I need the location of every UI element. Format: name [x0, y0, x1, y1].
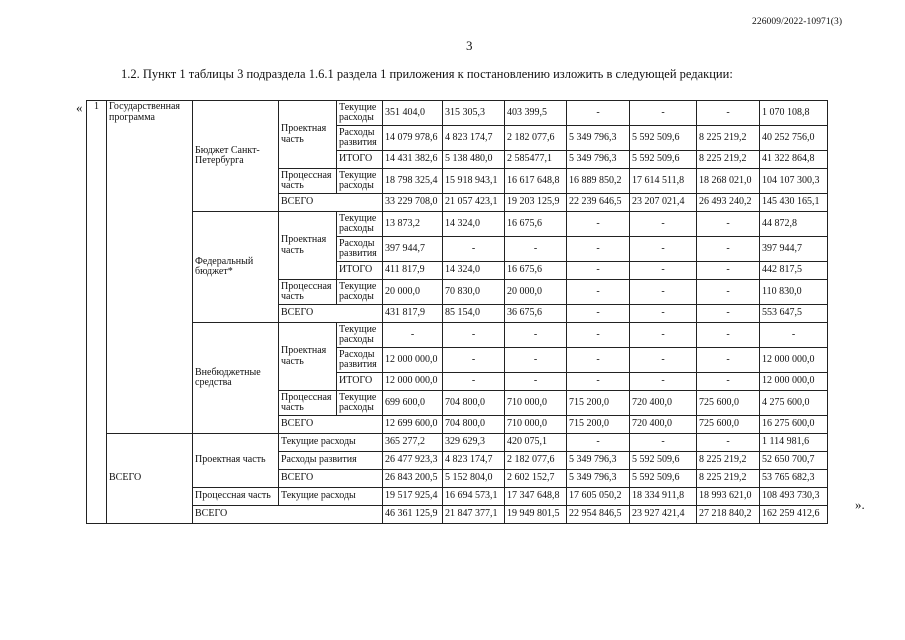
value-cell: 2 585477,1 [505, 151, 567, 169]
value-cell: - [697, 348, 760, 373]
value-cell: - [443, 348, 505, 373]
value-cell: 4 275 600,0 [760, 391, 828, 416]
value-cell: 5 592 509,6 [630, 452, 697, 470]
value-cell: - [630, 280, 697, 305]
value-cell: 23 927 421,4 [630, 506, 697, 524]
value-cell: 26 477 923,3 [383, 452, 443, 470]
value-cell: - [567, 305, 630, 323]
kind-label: ИТОГО [337, 151, 383, 169]
kind-label: Расходы развития [279, 452, 383, 470]
value-cell: 19 203 125,9 [505, 194, 567, 212]
kind-label: Текущие расходы [337, 391, 383, 416]
value-cell: 110 830,0 [760, 280, 828, 305]
value-cell: 704 800,0 [443, 391, 505, 416]
value-cell: 41 322 864,8 [760, 151, 828, 169]
kind-label: Расходы развития [337, 126, 383, 151]
value-cell: - [630, 323, 697, 348]
value-cell: 431 817,9 [383, 305, 443, 323]
value-cell: 18 798 325,4 [383, 169, 443, 194]
value-cell: - [697, 212, 760, 237]
value-cell: - [505, 323, 567, 348]
value-cell: - [505, 237, 567, 262]
value-cell: - [567, 262, 630, 280]
part-label: Проектная часть [279, 212, 337, 280]
value-cell: 12 000 000,0 [383, 348, 443, 373]
table-row [87, 434, 828, 452]
funding-table [86, 100, 828, 524]
value-cell: 21 057 423,1 [443, 194, 505, 212]
value-cell: 397 944,7 [760, 237, 828, 262]
value-cell: - [567, 323, 630, 348]
value-cell: 16 617 648,8 [505, 169, 567, 194]
value-cell: 420 075,1 [505, 434, 567, 452]
row-number-cell: 1 [87, 101, 107, 524]
value-cell: - [443, 323, 505, 348]
value-cell: - [505, 348, 567, 373]
value-cell: 8 225 219,2 [697, 126, 760, 151]
value-cell: 5 592 509,6 [630, 126, 697, 151]
value-cell: 40 252 756,0 [760, 126, 828, 151]
value-cell: 5 349 796,3 [567, 151, 630, 169]
part-label: Проектная часть [193, 434, 279, 488]
source-label: Внебюджетные средства [193, 323, 279, 434]
total-label: ВСЕГО [279, 305, 383, 323]
value-cell: 20 000,0 [383, 280, 443, 305]
part-label: Проектная часть [279, 323, 337, 391]
value-cell: - [630, 237, 697, 262]
value-cell: - [697, 323, 760, 348]
value-cell: 5 349 796,3 [567, 452, 630, 470]
value-cell: - [630, 262, 697, 280]
table-row [87, 506, 828, 524]
table-row [87, 323, 828, 348]
part-label: Процессная часть [279, 280, 337, 305]
total-block-label: ВСЕГО [107, 434, 193, 524]
value-cell: 8 225 219,2 [697, 452, 760, 470]
kind-label: Текущие расходы [337, 169, 383, 194]
value-cell: - [567, 373, 630, 391]
value-cell: - [630, 101, 697, 126]
value-cell: 14 324,0 [443, 262, 505, 280]
value-cell: 18 268 021,0 [697, 169, 760, 194]
value-cell: 699 600,0 [383, 391, 443, 416]
part-label: Процессная часть [279, 169, 337, 194]
value-cell: - [697, 373, 760, 391]
value-cell: 704 800,0 [443, 416, 505, 434]
kind-label: Расходы развития [337, 348, 383, 373]
value-cell: 14 431 382,6 [383, 151, 443, 169]
value-cell: 17 614 511,8 [630, 169, 697, 194]
value-cell: 19 517 925,4 [383, 488, 443, 506]
value-cell: 5 592 509,6 [630, 470, 697, 488]
value-cell: - [697, 280, 760, 305]
kind-label: Текущие расходы [337, 323, 383, 348]
table-row [87, 488, 828, 506]
kind-label: Текущие расходы [279, 488, 383, 506]
value-cell: 2 182 077,6 [505, 126, 567, 151]
kind-label: ВСЕГО [279, 470, 383, 488]
value-cell: 403 399,5 [505, 101, 567, 126]
value-cell: 27 218 840,2 [697, 506, 760, 524]
value-cell: - [567, 280, 630, 305]
value-cell: 4 823 174,7 [443, 126, 505, 151]
kind-label: Текущие расходы [337, 280, 383, 305]
value-cell: 2 182 077,6 [505, 452, 567, 470]
value-cell: - [383, 323, 443, 348]
part-label: Процессная часть [279, 391, 337, 416]
value-cell: 715 200,0 [567, 391, 630, 416]
value-cell: 12 000 000,0 [383, 373, 443, 391]
value-cell: 23 207 021,4 [630, 194, 697, 212]
value-cell: 108 493 730,3 [760, 488, 828, 506]
value-cell: 85 154,0 [443, 305, 505, 323]
value-cell: 104 107 300,3 [760, 169, 828, 194]
kind-label: ИТОГО [337, 262, 383, 280]
source-label: Бюджет Санкт-Петербурга [193, 101, 279, 212]
opening-quote: « [76, 100, 83, 115]
grand-total-label: ВСЕГО [193, 506, 383, 524]
value-cell: 14 079 978,6 [383, 126, 443, 151]
value-cell: 162 259 412,6 [760, 506, 828, 524]
total-label: ВСЕГО [279, 194, 383, 212]
table-row [87, 101, 828, 126]
amendment-heading: 1.2. Пункт 1 таблицы 3 подраздела 1.6.1 раздела 1 приложения к постановлению изложить в следующей редакции: [121, 67, 733, 81]
page-number: 3 [466, 38, 473, 53]
value-cell: - [697, 434, 760, 452]
value-cell: 351 404,0 [383, 101, 443, 126]
value-cell: 21 847 377,1 [443, 506, 505, 524]
value-cell: 5 152 804,0 [443, 470, 505, 488]
value-cell: 145 430 165,1 [760, 194, 828, 212]
value-cell: 5 138 480,0 [443, 151, 505, 169]
value-cell: 329 629,3 [443, 434, 505, 452]
value-cell: 36 675,6 [505, 305, 567, 323]
value-cell: 725 600,0 [697, 416, 760, 434]
value-cell: 17 605 050,2 [567, 488, 630, 506]
value-cell: 44 872,8 [760, 212, 828, 237]
kind-label: ИТОГО [337, 373, 383, 391]
value-cell: 710 000,0 [505, 416, 567, 434]
total-label: ВСЕГО [279, 416, 383, 434]
value-cell: 26 493 240,2 [697, 194, 760, 212]
value-cell: - [630, 373, 697, 391]
value-cell: 725 600,0 [697, 391, 760, 416]
document-number: 226009/2022-10971(3) [752, 17, 843, 27]
value-cell: - [697, 101, 760, 126]
value-cell: 5 349 796,3 [567, 470, 630, 488]
kind-label: Расходы развития [337, 237, 383, 262]
value-cell: 16 675,6 [505, 262, 567, 280]
value-cell: 5 349 796,3 [567, 126, 630, 151]
value-cell: - [567, 434, 630, 452]
value-cell: 8 225 219,2 [697, 470, 760, 488]
value-cell: - [630, 348, 697, 373]
value-cell: 442 817,5 [760, 262, 828, 280]
value-cell: 52 650 700,7 [760, 452, 828, 470]
value-cell: 2 602 152,7 [505, 470, 567, 488]
value-cell: 13 873,2 [383, 212, 443, 237]
program-label: Государственная программа [107, 101, 193, 434]
part-label: Проектная часть [279, 101, 337, 169]
kind-label: Текущие расходы [337, 101, 383, 126]
value-cell: - [443, 237, 505, 262]
value-cell: - [697, 305, 760, 323]
value-cell: 33 229 708,0 [383, 194, 443, 212]
value-cell: 1 070 108,8 [760, 101, 828, 126]
value-cell: - [567, 101, 630, 126]
kind-label: Текущие расходы [279, 434, 383, 452]
kind-label: Текущие расходы [337, 212, 383, 237]
value-cell: 14 324,0 [443, 212, 505, 237]
value-cell: - [760, 323, 828, 348]
value-cell: 18 334 911,8 [630, 488, 697, 506]
value-cell: 53 765 682,3 [760, 470, 828, 488]
value-cell: 16 675,6 [505, 212, 567, 237]
value-cell: 1 114 981,6 [760, 434, 828, 452]
value-cell: 720 400,0 [630, 416, 697, 434]
value-cell: 12 000 000,0 [760, 373, 828, 391]
value-cell: 19 949 801,5 [505, 506, 567, 524]
value-cell: 46 361 125,9 [383, 506, 443, 524]
part-label: Процессная часть [193, 488, 279, 506]
value-cell: 553 647,5 [760, 305, 828, 323]
table-row [87, 212, 828, 237]
value-cell: - [505, 373, 567, 391]
value-cell: 4 823 174,7 [443, 452, 505, 470]
closing-quote: ». [855, 497, 865, 512]
value-cell: 5 592 509,6 [630, 151, 697, 169]
value-cell: 17 347 648,8 [505, 488, 567, 506]
value-cell: 12 000 000,0 [760, 348, 828, 373]
value-cell: - [630, 434, 697, 452]
value-cell: 715 200,0 [567, 416, 630, 434]
value-cell: 70 830,0 [443, 280, 505, 305]
value-cell: - [630, 305, 697, 323]
value-cell: 720 400,0 [630, 391, 697, 416]
value-cell: 26 843 200,5 [383, 470, 443, 488]
value-cell: 315 305,3 [443, 101, 505, 126]
value-cell: 22 239 646,5 [567, 194, 630, 212]
value-cell: - [567, 212, 630, 237]
value-cell: 22 954 846,5 [567, 506, 630, 524]
source-label: Федеральный бюджет* [193, 212, 279, 323]
value-cell: - [630, 212, 697, 237]
value-cell: 20 000,0 [505, 280, 567, 305]
value-cell: - [567, 348, 630, 373]
value-cell: 16 694 573,1 [443, 488, 505, 506]
value-cell: - [567, 237, 630, 262]
value-cell: 710 000,0 [505, 391, 567, 416]
value-cell: - [443, 373, 505, 391]
value-cell: 365 277,2 [383, 434, 443, 452]
value-cell: 16 889 850,2 [567, 169, 630, 194]
value-cell: - [697, 262, 760, 280]
value-cell: 8 225 219,2 [697, 151, 760, 169]
value-cell: 16 275 600,0 [760, 416, 828, 434]
value-cell: 12 699 600,0 [383, 416, 443, 434]
value-cell: 18 993 621,0 [697, 488, 760, 506]
value-cell: 15 918 943,1 [443, 169, 505, 194]
value-cell: - [697, 237, 760, 262]
value-cell: 397 944,7 [383, 237, 443, 262]
value-cell: 411 817,9 [383, 262, 443, 280]
